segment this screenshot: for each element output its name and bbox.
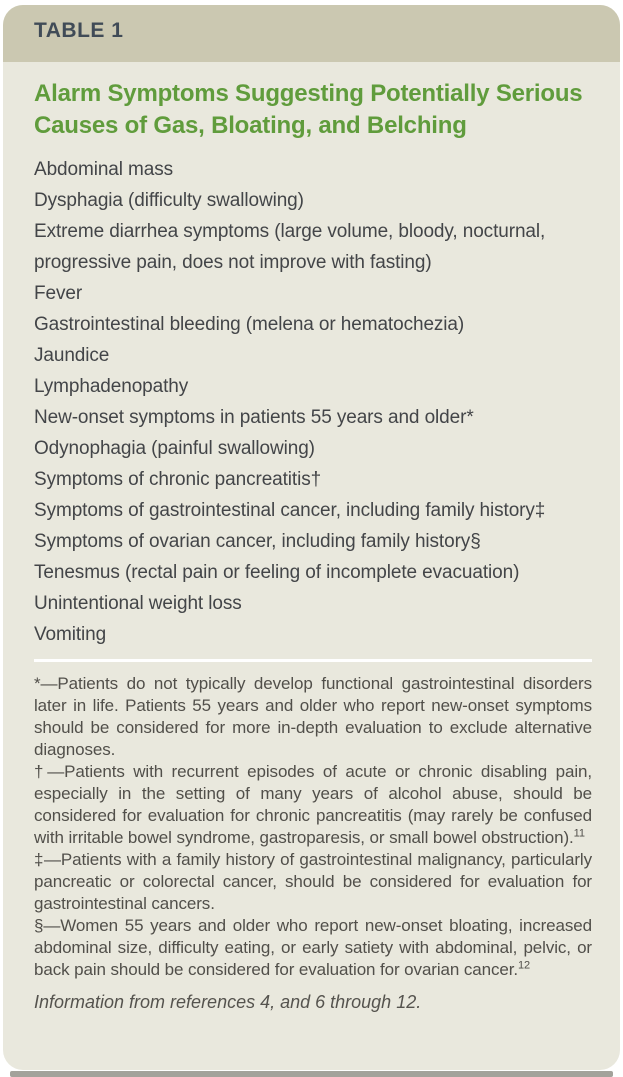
reference-superscript: 12 bbox=[517, 959, 531, 972]
card-bottom-shadow bbox=[10, 1071, 613, 1077]
symptom-item: Symptoms of gastrointestinal cancer, including family history‡ bbox=[34, 500, 546, 521]
footnote-asterisk bbox=[34, 673, 592, 761]
table-card bbox=[3, 5, 620, 1070]
symptom-item: Gastrointestinal bleeding (melena or hematochezia) bbox=[34, 314, 465, 335]
table-header-bar bbox=[3, 5, 620, 62]
symptom-list bbox=[34, 154, 592, 650]
symptom-item: Tenesmus (rectal pain or feeling of incomplete evacuation) bbox=[34, 562, 520, 583]
footnote-double-dagger bbox=[34, 849, 592, 915]
symptom-item: Vomiting bbox=[34, 624, 107, 645]
symptom-item: Unintentional weight loss bbox=[34, 593, 242, 614]
symptom-item: Jaundice bbox=[34, 345, 110, 366]
symptom-item: New-onset symptoms in patients 55 years and older* bbox=[34, 407, 474, 428]
footnote-section bbox=[34, 915, 592, 981]
table-title: Alarm Symptoms Suggesting Potentially Serious Causes of Gas, Bloating, and Belching bbox=[34, 80, 583, 139]
footnote-text: ‡—Patients with a family history of gastrointestinal malignancy, particularly pancreatic or colorectal cancer, should be considered for evaluation for gastrointestinal cancers. bbox=[34, 850, 592, 913]
symptom-item: Abdominal mass bbox=[34, 159, 174, 180]
symptom-item: Dysphagia (difficulty swallowing) bbox=[34, 190, 304, 211]
symptom-item: Lymphadenopathy bbox=[34, 376, 189, 397]
footnote-text: §—Women 55 years and older who report new-onset bloating, increased abdominal size, difficulty eating, or early satiety with abdominal, pelvic, or back pain should be considered for evaluation for ovarian cancer. bbox=[34, 916, 592, 979]
footnote-text: *—Patients do not typically develop functional gastrointestinal disorders later in life. Patients 55 years and older who report new-onset symptoms should be considered for more in-depth evaluation to exclude alternative diagnoses. bbox=[34, 674, 592, 759]
symptom-item: Fever bbox=[34, 283, 83, 304]
attribution-line: Information from references 4, and 6 through 12. bbox=[34, 992, 422, 1012]
footnote-divider bbox=[34, 659, 592, 662]
symptom-item: Odynophagia (painful swallowing) bbox=[34, 438, 315, 459]
symptom-item: Symptoms of chronic pancreatitis† bbox=[34, 469, 322, 490]
footnotes-block bbox=[34, 673, 592, 981]
reference-superscript: 11 bbox=[573, 827, 585, 840]
symptom-item: Extreme diarrhea symptoms (large volume, bloody, nocturnal, progressive pain, does not improve with fasting) bbox=[34, 221, 546, 273]
table-number-label: TABLE 1 bbox=[34, 19, 124, 42]
table-body bbox=[3, 62, 620, 1013]
footnote-dagger bbox=[34, 761, 592, 849]
symptom-item: Symptoms of ovarian cancer, including family history§ bbox=[34, 531, 481, 552]
footnote-text: †—Patients with recurrent episodes of acute or chronic disabling pain, especially in the setting of many years of alcohol abuse, should be considered for evaluation for chronic pancreatitis (may rarely be confused with irritable bowel syndrome, gastroparesis, or small bowel obstruction). bbox=[34, 762, 592, 847]
